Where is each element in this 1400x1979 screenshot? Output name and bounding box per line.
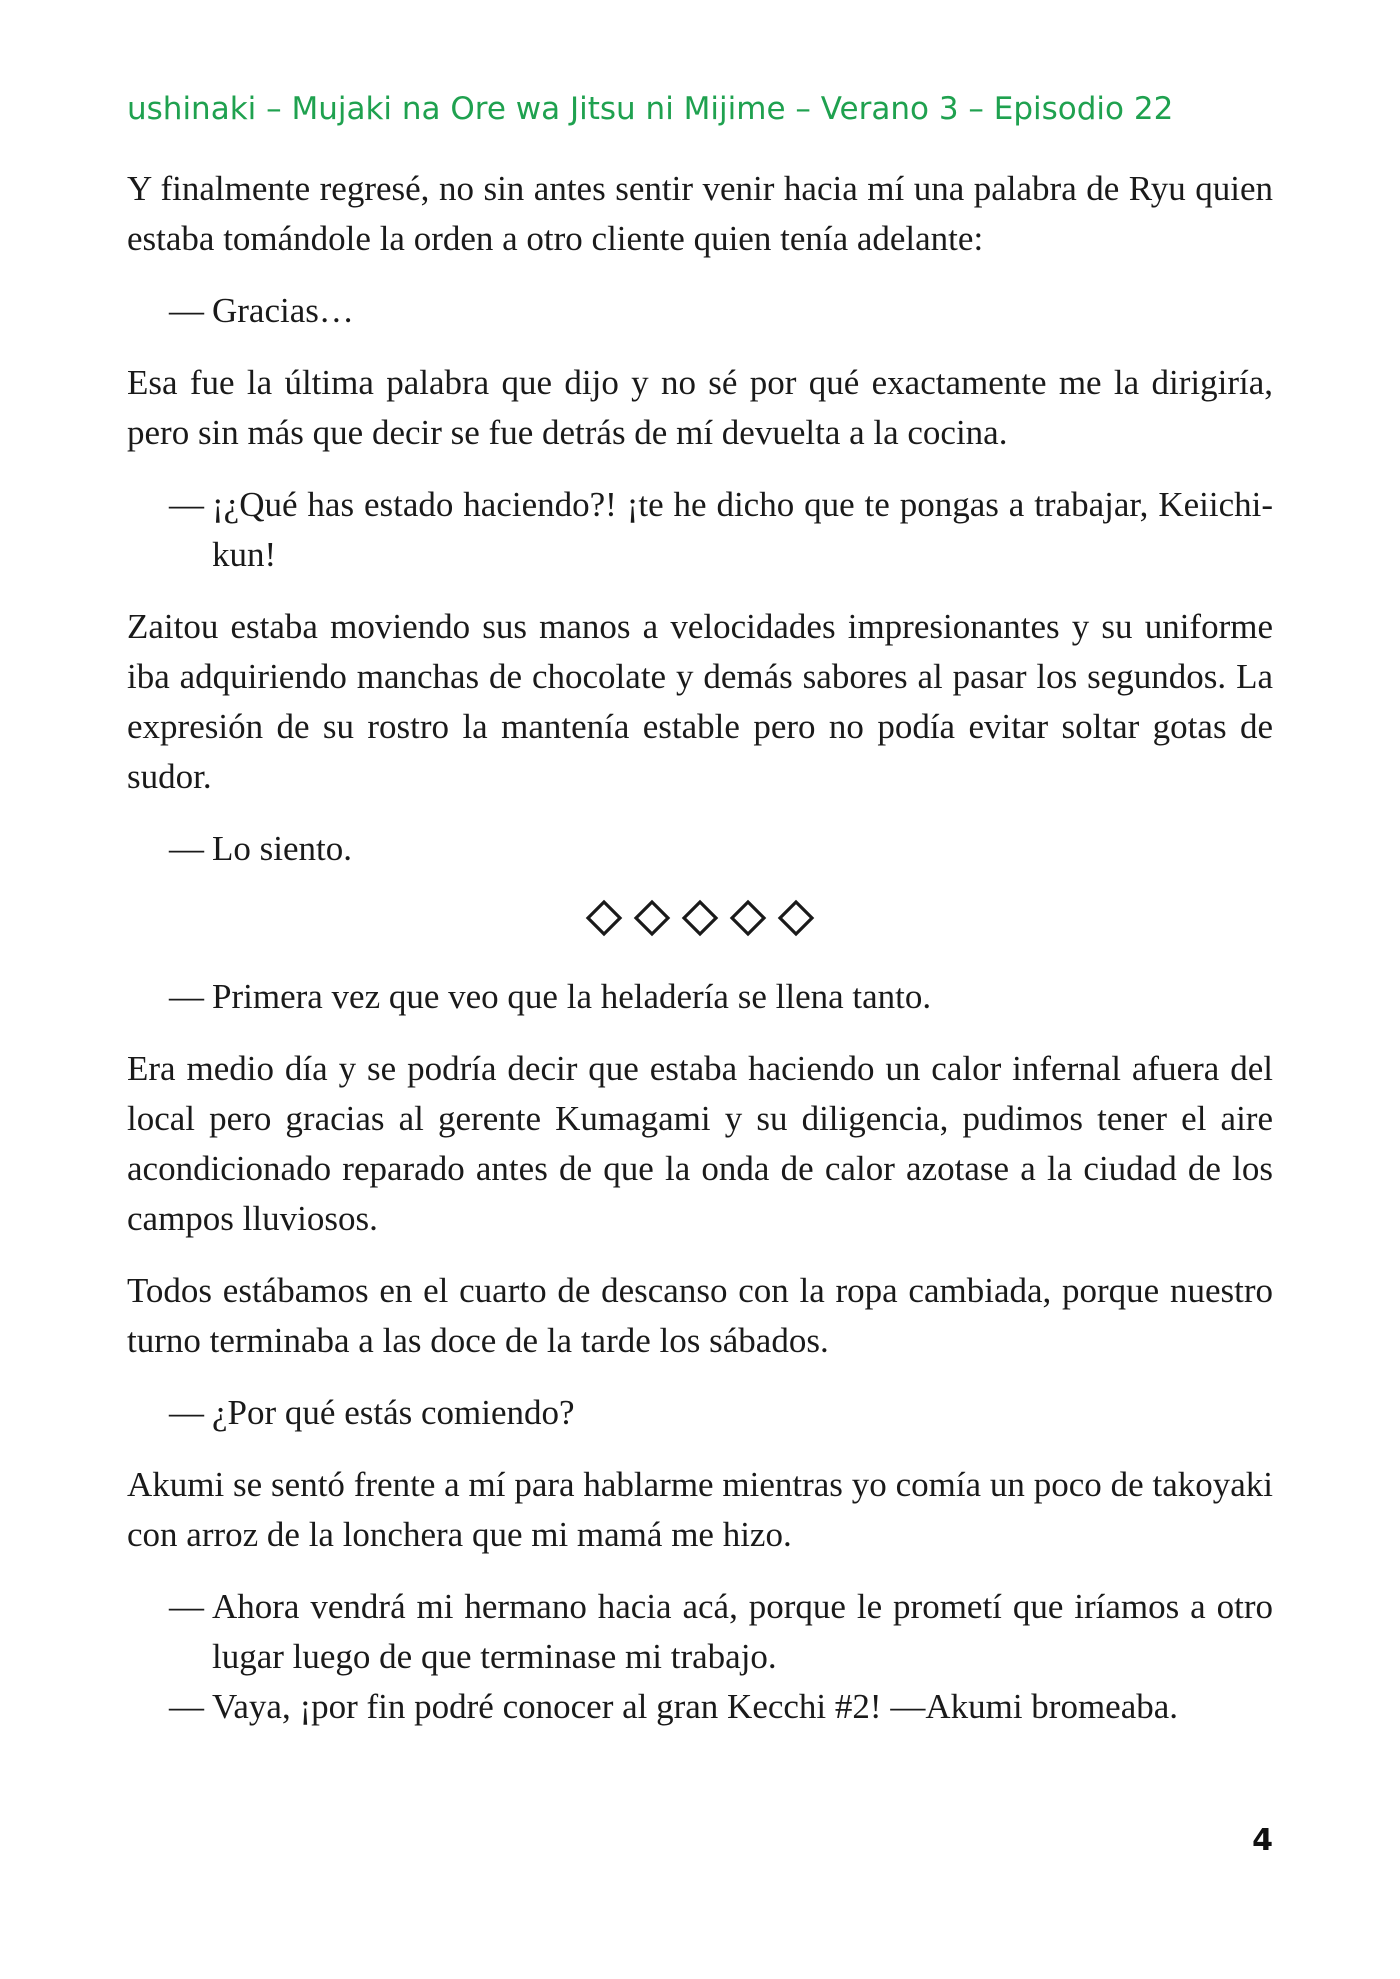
dialogue-text: Primera vez que veo que la heladería se llena tanto. <box>212 977 932 1016</box>
dialogue-dash: — <box>169 485 204 524</box>
paragraph: Esa fue la última palabra que dijo y no sé por qué exactamente me la dirigiría, pero sin más que decir se fue detrás de mí devuelta a la cocina. <box>127 363 1273 452</box>
diamond-ornament-icon <box>584 898 624 938</box>
dialogue-text: Lo siento. <box>212 829 352 868</box>
dialogue-dash: — <box>169 977 204 1016</box>
dialogue-dash: — <box>169 1687 204 1726</box>
paragraph: Todos estábamos en el cuarto de descanso con la ropa cambiada, porque nuestro turno terminaba a las doce de la tarde los sábados. <box>127 1271 1273 1360</box>
body-text <box>127 164 1273 1732</box>
diamond-ornament-icon <box>728 898 768 938</box>
dialogue-text: Ahora vendrá mi hermano hacia acá, porque le prometí que iríamos a otro lugar luego de que terminase mi trabajo. <box>212 1587 1273 1676</box>
dialogue-text: Vaya, ¡por fin podré conocer al gran Kecchi #2! —Akumi bromeaba. <box>212 1687 1179 1726</box>
dialogue-line <box>127 480 1273 580</box>
page-number: 4 <box>1252 1823 1273 1858</box>
dialogue-line <box>127 972 1273 1022</box>
dialogue-line <box>127 1388 1273 1438</box>
paragraph: Era medio día y se podría decir que estaba haciendo un calor infernal afuera del local pero gracias al gerente Kumagami y su diligencia, pudimos tener el aire acondicionado reparado antes de que la onda de calor azotase a la ciudad de los campos lluviosos. <box>127 1049 1273 1238</box>
diamond-ornament-icon <box>680 898 720 938</box>
dialogue-text: Gracias… <box>212 291 354 330</box>
diamond-ornament-icon <box>776 898 816 938</box>
dialogue-line <box>127 286 1273 336</box>
diamond-ornament-icon <box>632 898 672 938</box>
dialogue-line <box>127 1582 1273 1682</box>
paragraph: Y finalmente regresé, no sin antes sentir venir hacia mí una palabra de Ryu quien estaba tomándole la orden a otro cliente quien tenía adelante: <box>127 169 1273 258</box>
dialogue-dash: — <box>169 1393 204 1432</box>
dialogue-dash: — <box>169 829 204 868</box>
dialogue-line <box>127 824 1273 874</box>
dialogue-text: ¡¿Qué has estado haciendo?! ¡te he dicho que te pongas a trabajar, Keiichi-kun! <box>212 485 1273 574</box>
paragraph: Akumi se sentó frente a mí para hablarme mientras yo comía un poco de takoyaki con arroz de la lonchera que mi mamá me hizo. <box>127 1465 1273 1554</box>
dialogue-dash: — <box>169 1587 204 1626</box>
dialogue-line <box>127 1682 1273 1732</box>
running-header: ushinaki – Mujaki na Ore wa Jitsu ni Mijime – Verano 3 – Episodio 22 <box>127 91 1174 127</box>
dialogue-dash: — <box>169 291 204 330</box>
section-separator <box>127 896 1273 940</box>
dialogue-text: ¿Por qué estás comiendo? <box>212 1393 575 1432</box>
paragraph: Zaitou estaba moviendo sus manos a velocidades impresionantes y su uniforme iba adquiriendo manchas de chocolate y demás sabores al pasar los segundos. La expresión de su rostro la mantenía estable pero no podía evitar soltar gotas de sudor. <box>127 607 1273 796</box>
